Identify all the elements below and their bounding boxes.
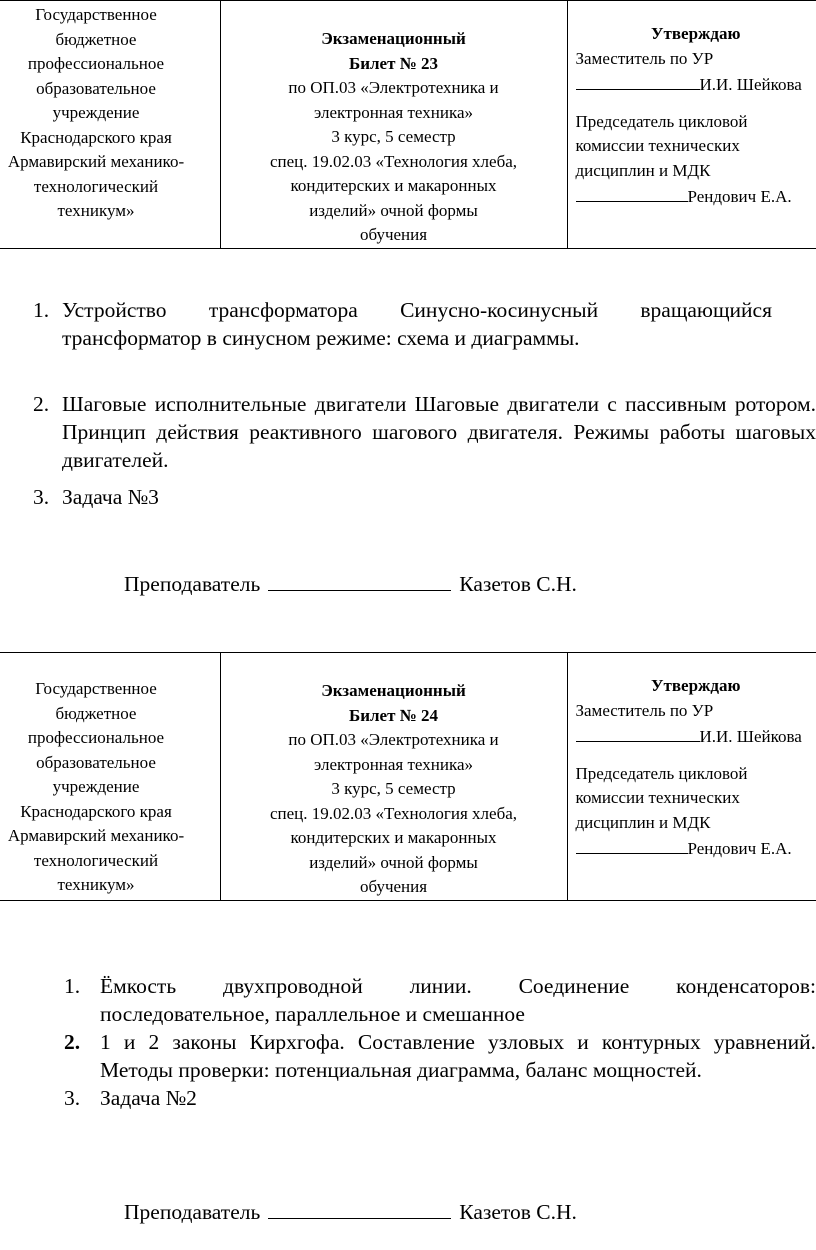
question-text: Задача №3 <box>62 485 159 509</box>
question-number: 2. <box>33 392 50 416</box>
question-item <box>0 972 816 1028</box>
college-line: Государственное <box>35 5 157 24</box>
college-line: Краснодарского края <box>20 801 172 821</box>
teacher-signature <box>124 1198 577 1226</box>
question-item <box>0 296 816 354</box>
ticket-24-header-table <box>0 652 816 901</box>
subject-line: изделий» очной формы <box>309 200 478 220</box>
college-line: Государственное <box>35 679 157 698</box>
college-line: технологический <box>33 176 159 196</box>
chair-line: комиссии технических <box>575 136 740 155</box>
subject-line: изделий» очной формы <box>309 852 478 872</box>
chair-line: дисциплин и МДК <box>575 812 711 832</box>
teacher-signature <box>124 570 577 598</box>
question-number: 1. <box>64 974 81 998</box>
teacher-name: Казетов С.Н. <box>459 1200 577 1224</box>
college-line: Армавирский механико- <box>7 826 185 845</box>
approval-cell <box>567 1 816 249</box>
college-line: техникум» <box>57 875 135 894</box>
subject-line: спец. 19.02.03 «Технология хлеба, <box>269 151 518 171</box>
signature-line <box>576 183 688 202</box>
subject-line: электронная техника» <box>314 102 473 122</box>
chair-line: дисциплин и МДК <box>575 160 711 180</box>
question-text: Шаговые исполнительные двигатели Шаговые двигатели с пассивным ротором. Принцип действия реактивного шагового двигателя. Режимы работы шаговых двигателей. <box>62 392 816 472</box>
signature-line <box>268 1198 451 1219</box>
college-line: Краснодарского края <box>20 127 172 147</box>
college-line: бюджетное <box>55 29 137 49</box>
college-line: бюджетное <box>55 703 137 723</box>
chair-line: Председатель цикловой <box>575 763 748 783</box>
approve-title: Утверждаю <box>651 24 741 43</box>
subject-line: кондитерских и макаронных <box>290 176 497 195</box>
subject-line: электронная техника» <box>314 754 473 774</box>
signature-line <box>576 835 688 854</box>
question-text: 1 и 2 законы Кирхгофа. Составление узловых и контурных уравнений. Методы проверки: потенциальная диаграмма, баланс мощностей. <box>100 1030 816 1082</box>
ticket-23-header-table <box>0 0 816 249</box>
college-line: учреждение <box>52 103 140 122</box>
ticket-number: Билет № 23 <box>348 53 439 73</box>
deputy-label: Заместитель по УР <box>575 700 714 720</box>
question-text: Устройство трансформатора Синусно-косинусный вращающийся трансформатор в синусном режиме: схема и диаграммы. <box>62 298 772 350</box>
question-item <box>0 1028 816 1084</box>
subject-line: кондитерских и макаронных <box>290 828 497 847</box>
subject-line: 3 курс, 5 семестр <box>331 779 456 798</box>
college-line: образовательное <box>36 78 156 98</box>
college-cell <box>0 1 220 249</box>
subject-line: по ОП.03 «Электротехника и <box>288 78 499 97</box>
college-line: профессиональное <box>27 54 165 73</box>
college-line: Армавирский механико- <box>7 152 185 171</box>
question-number: 2. <box>64 1030 81 1054</box>
subject-line: 3 курс, 5 семестр <box>331 127 456 146</box>
question-item <box>0 483 816 511</box>
chair-line: комиссии технических <box>575 788 740 807</box>
college-line: учреждение <box>52 777 140 796</box>
question-number: 1. <box>33 298 50 322</box>
subject-line: обучения <box>359 877 428 896</box>
college-line: техникум» <box>57 201 135 220</box>
subject-line: обучения <box>359 225 428 244</box>
subject-line: спец. 19.02.03 «Технология хлеба, <box>269 803 518 823</box>
deputy-label: Заместитель по УР <box>575 48 714 68</box>
ticket-title-cell <box>220 1 567 249</box>
ticket-title: Экзаменационный <box>321 681 466 700</box>
college-line: образовательное <box>36 752 156 772</box>
college-cell <box>0 653 220 901</box>
question-number: 3. <box>64 1086 81 1110</box>
deputy-name: И.И. Шейкова <box>699 75 802 94</box>
signature-line <box>576 71 700 90</box>
college-line: технологический <box>33 850 159 870</box>
approval-cell <box>567 653 816 901</box>
question-item <box>0 1084 816 1112</box>
ticket-24-questions <box>0 972 816 1112</box>
ticket-title: Экзаменационный <box>321 29 466 48</box>
ticket-title-cell <box>220 653 567 901</box>
subject-line: по ОП.03 «Электротехника и <box>288 730 499 749</box>
deputy-name: И.И. Шейкова <box>699 727 802 746</box>
signature-line <box>268 570 451 591</box>
question-number: 3. <box>33 485 50 509</box>
ticket-23-questions <box>0 296 816 511</box>
question-text: Задача №2 <box>100 1086 197 1110</box>
question-text: Ёмкость двухпроводной линии. Соединение конденсаторов: последовательное, параллельное и смешанное <box>100 974 816 1026</box>
chair-name: Рендович Е.А. <box>687 187 792 206</box>
teacher-name: Казетов С.Н. <box>459 572 577 596</box>
approve-title: Утверждаю <box>651 676 741 695</box>
chair-name: Рендович Е.А. <box>687 839 792 858</box>
chair-line: Председатель цикловой <box>575 111 748 131</box>
college-line: профессиональное <box>27 728 165 747</box>
question-item <box>0 390 816 474</box>
signature-line <box>576 723 700 742</box>
teacher-label: Преподаватель <box>124 1200 261 1224</box>
teacher-label: Преподаватель <box>124 572 261 596</box>
ticket-number: Билет № 24 <box>348 705 439 725</box>
